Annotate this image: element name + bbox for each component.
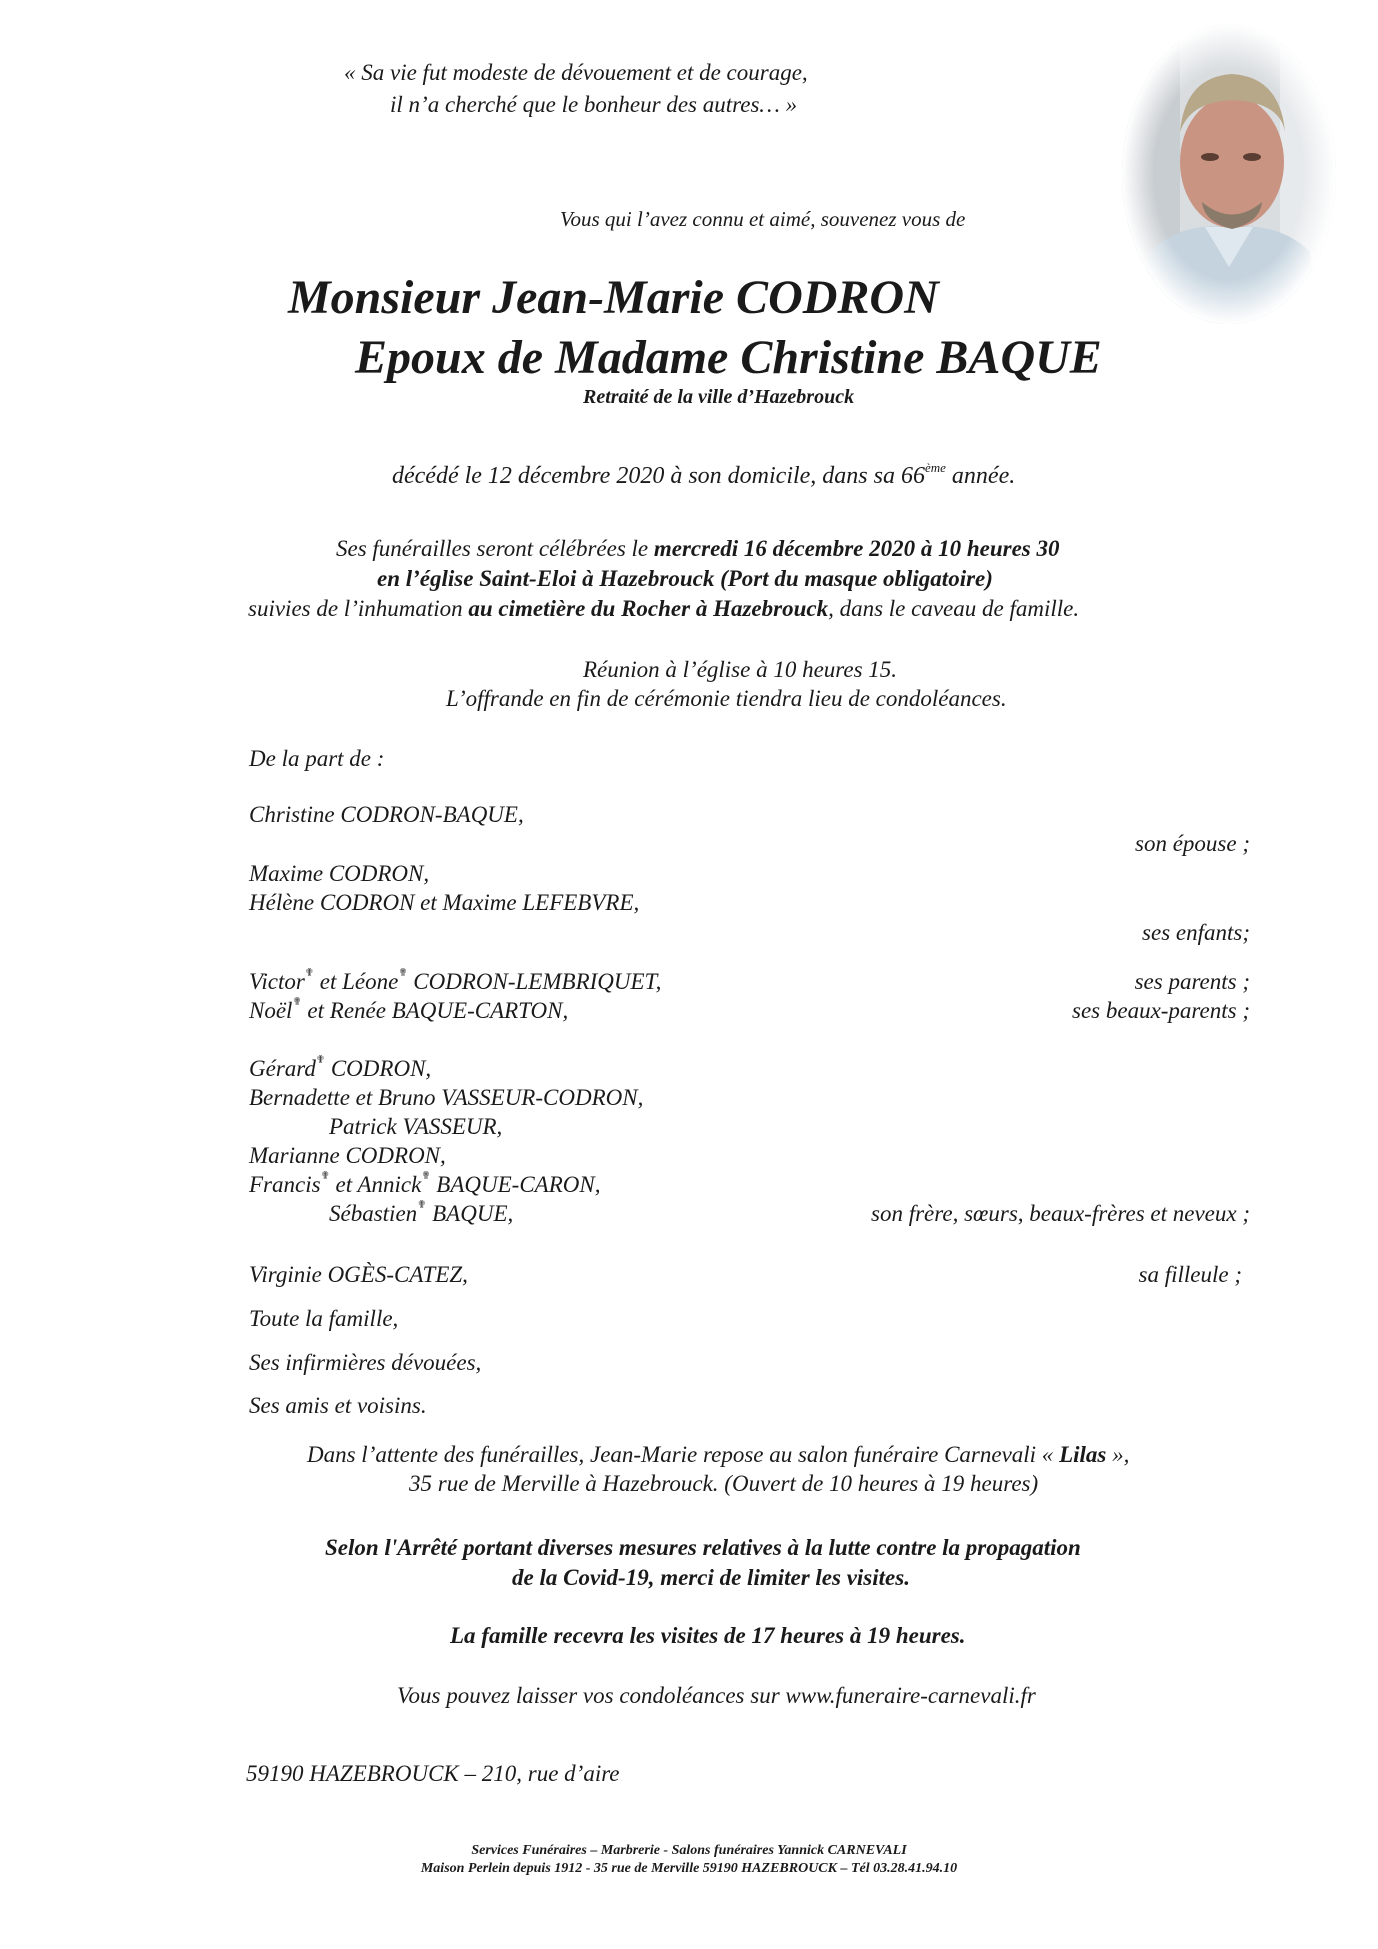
covid-line-2: de la Covid-19, merci de limiter les visites. <box>512 1565 910 1590</box>
deceased-name: Monsieur Jean-Marie CODRON <box>288 271 939 324</box>
condolences-line: Vous pouvez laisser vos condoléances sur www.funeraire-carnevali.fr <box>397 1683 1036 1708</box>
rest-line-2: 35 rue de Merville à Hazebrouck. (Ouvert de 10 heures à 19 heures) <box>409 1471 1039 1496</box>
cross-icon: ✟ <box>315 1054 326 1066</box>
reunion-line-2: L’offrande en fin de cérémonie tiendra lieu de condoléances. <box>446 686 1007 711</box>
family-marianne: Marianne CODRON, <box>249 1143 446 1168</box>
cross-icon: ✟ <box>417 1199 427 1211</box>
retired-line: Retraité de la ville d’Hazebrouck <box>583 386 855 408</box>
family-patrick: Patrick VASSEUR, <box>329 1114 503 1139</box>
family-bernadette: Bernadette et Bruno VASSEUR-CODRON, <box>249 1085 644 1110</box>
role-siblings: son frère, sœurs, beaux-frères et neveux ; <box>871 1201 1250 1226</box>
visits-line: La famille recevra les visites de 17 heures à 19 heures. <box>450 1623 966 1648</box>
family-francis: Francis✟ et Annick✟ BAQUE-CARON, <box>249 1170 601 1197</box>
death-line: décédé le 12 décembre 2020 à son domicile, dans sa 66ème année. <box>392 460 1016 489</box>
funeral-line-1: Ses funérailles seront célébrées le mercredi 16 décembre 2020 à 10 heures 30 <box>336 536 1060 561</box>
family-maxime: Maxime CODRON, <box>249 861 430 886</box>
family-all: Toute la famille, <box>249 1306 399 1331</box>
quote-line-1: « Sa vie fut modeste de dévouement et de courage, <box>344 60 808 85</box>
reunion-line-1: Réunion à l’église à 10 heures 15. <box>583 657 898 682</box>
funeral-line-2: en l’église Saint-Eloi à Hazebrouck (Port du masque obligatoire) <box>377 566 993 591</box>
covid-line-1: Selon l'Arrêté portant diverses mesures relatives à la lutte contre la propagation <box>325 1535 1081 1560</box>
family-helene: Hélène CODRON et Maxime LEFEBVRE, <box>249 890 640 915</box>
family-christine: Christine CODRON-BAQUE, <box>249 802 524 827</box>
footer-line-1: Services Funéraires – Marbrerie - Salons funéraires Yannick CARNEVALI <box>471 1843 907 1858</box>
family-virginie: Virginie OGÈS-CATEZ, <box>249 1262 468 1287</box>
cross-icon: ✟ <box>398 967 408 979</box>
role-spouse: son épouse ; <box>1135 831 1250 856</box>
intro-text: Vous qui l’avez connu et aimé, souvenez vous de <box>560 207 966 231</box>
cross-icon: ✟ <box>292 996 302 1008</box>
rest-line-1: Dans l’attente des funérailles, Jean-Marie repose au salon funéraire Carnevali « Lilas », <box>307 1442 1130 1467</box>
family-friends: Ses amis et voisins. <box>249 1393 427 1418</box>
cross-icon: ✟ <box>421 1170 431 1182</box>
address-line: 59190 HAZEBROUCK – 210, rue d’aire <box>246 1761 620 1786</box>
from-label: De la part de : <box>249 746 385 771</box>
family-gerard: Gérard✟ CODRON, <box>249 1054 432 1081</box>
role-children: ses enfants; <box>1142 920 1250 945</box>
family-nurses: Ses infirmières dévouées, <box>249 1350 482 1375</box>
family-sebastien: Sébastien✟ BAQUE, <box>329 1199 514 1226</box>
role-goddaughter: sa filleule ; <box>1138 1262 1242 1287</box>
spouse-line: Epoux de Madame Christine BAQUE <box>355 331 1102 384</box>
quote-line-2: il n’a cherché que le bonheur des autres… » <box>390 92 798 117</box>
family-inlaws: Noël✟ et Renée BAQUE-CARTON, <box>249 996 569 1023</box>
role-inlaws: ses beaux-parents ; <box>1072 998 1250 1023</box>
cross-icon: ✟ <box>320 1170 330 1182</box>
role-parents: ses parents ; <box>1134 969 1250 994</box>
cross-icon: ✟ <box>304 967 315 979</box>
family-parents: Victor✟ et Léone✟ CODRON-LEMBRIQUET, <box>249 967 662 994</box>
funeral-line-3: suivies de l’inhumation au cimetière du Rocher à Hazebrouck, dans le caveau de famille. <box>248 596 1080 621</box>
footer-line-2: Maison Perlein depuis 1912 - 35 rue de Merville 59190 HAZEBROUCK – Tél 03.28.41.94.10 <box>420 1861 958 1876</box>
